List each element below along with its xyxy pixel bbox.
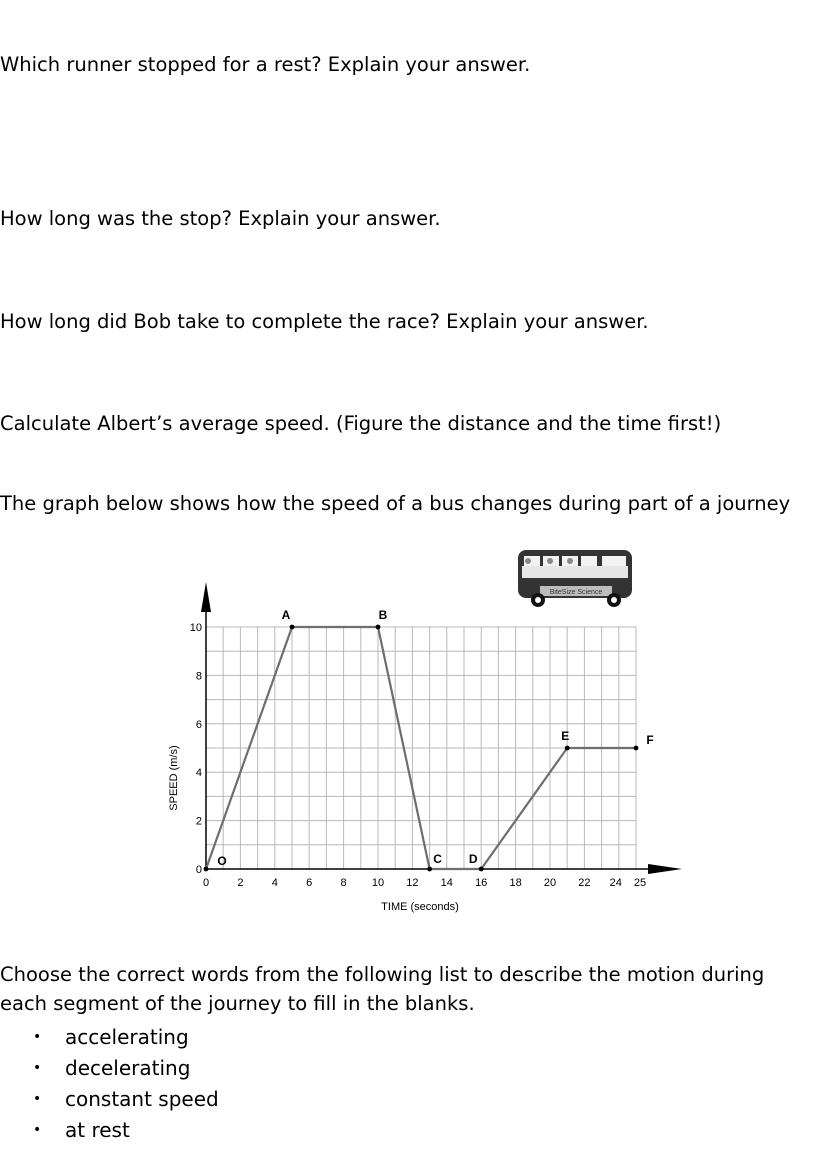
list-item [0,1115,219,1146]
y-tick-label: 8 [195,670,202,683]
x-tick-label: 2 [237,877,244,889]
point-label: A [281,608,291,622]
word-accelerating: accelerating [65,1025,189,1049]
list-item [0,1084,219,1115]
y-tick-label: 2 [195,815,202,828]
graph-point [290,625,295,630]
bullet-icon: • [33,1060,42,1076]
graph-point [634,746,639,751]
x-tick-label: 20 [543,877,557,889]
graph-point [565,746,570,751]
x-tick-label: 6 [306,877,313,889]
y-axis-arrow-icon [201,582,211,612]
x-axis-title: TIME (seconds) [381,901,459,913]
list-item [0,1022,219,1053]
graph-point [479,867,484,872]
word-list [0,1022,219,1146]
bullet-icon: • [33,1091,42,1107]
bus-sign: BiteSize Science [549,589,603,596]
y-tick-label: 0 [195,864,202,876]
graph-point [376,625,381,630]
question-stop-length: How long was the stop? Explain your answer. [0,207,441,230]
y-axis-title: SPEED (m/s) [168,745,180,811]
x-tick-label: 22 [578,877,591,889]
bus-icon [518,550,632,607]
graph-axes [201,582,682,874]
x-tick-label: 12 [406,877,419,889]
speed-time-graph [160,540,700,920]
bullet-icon: • [33,1122,42,1138]
point-label: E [561,729,570,743]
graph-intro: The graph below shows how the speed of a bus changes during part of a journey [0,492,791,515]
word-decelerating: decelerating [65,1056,191,1080]
point-label: C [433,852,442,866]
question-albert-speed: Calculate Albert’s average speed. (Figure the distance and the time first!) [0,412,722,435]
graph-line [204,608,654,871]
list-item [0,1053,219,1084]
word-at-rest: at rest [65,1118,130,1142]
x-axis-arrow-icon [648,864,682,874]
point-label: B [378,608,388,622]
word-constant-speed: constant speed [65,1087,219,1111]
x-tick-label: 8 [340,877,347,889]
bullet-icon: • [33,1029,42,1045]
graph-segment [481,748,567,869]
x-tick-label: 18 [509,877,522,889]
point-label: D [468,852,478,866]
instructions: Choose the correct words from the following list to describe the motion during each segment of the journey to fill in the blanks. [0,962,765,1015]
graph-point [427,867,432,872]
graph-ticks [190,622,646,889]
point-label: F [646,733,654,747]
x-tick-label: 16 [475,877,488,889]
y-tick-label: 4 [195,767,202,780]
question-bob-time: How long did Bob take to complete the race? Explain your answer. [0,310,649,333]
question-rest: Which runner stopped for a rest? Explain your answer. [0,53,531,76]
x-tick-label: 10 [371,877,385,889]
y-tick-label: 10 [189,622,202,634]
graph-point [204,867,209,872]
x-tick-label: 14 [440,877,453,889]
x-tick-label: 25 [633,877,647,889]
y-tick-label: 6 [195,718,202,731]
point-label: O [217,854,227,868]
x-tick-label: 0 [202,877,210,889]
x-tick-label: 4 [271,877,278,889]
x-tick-label: 24 [609,877,622,889]
